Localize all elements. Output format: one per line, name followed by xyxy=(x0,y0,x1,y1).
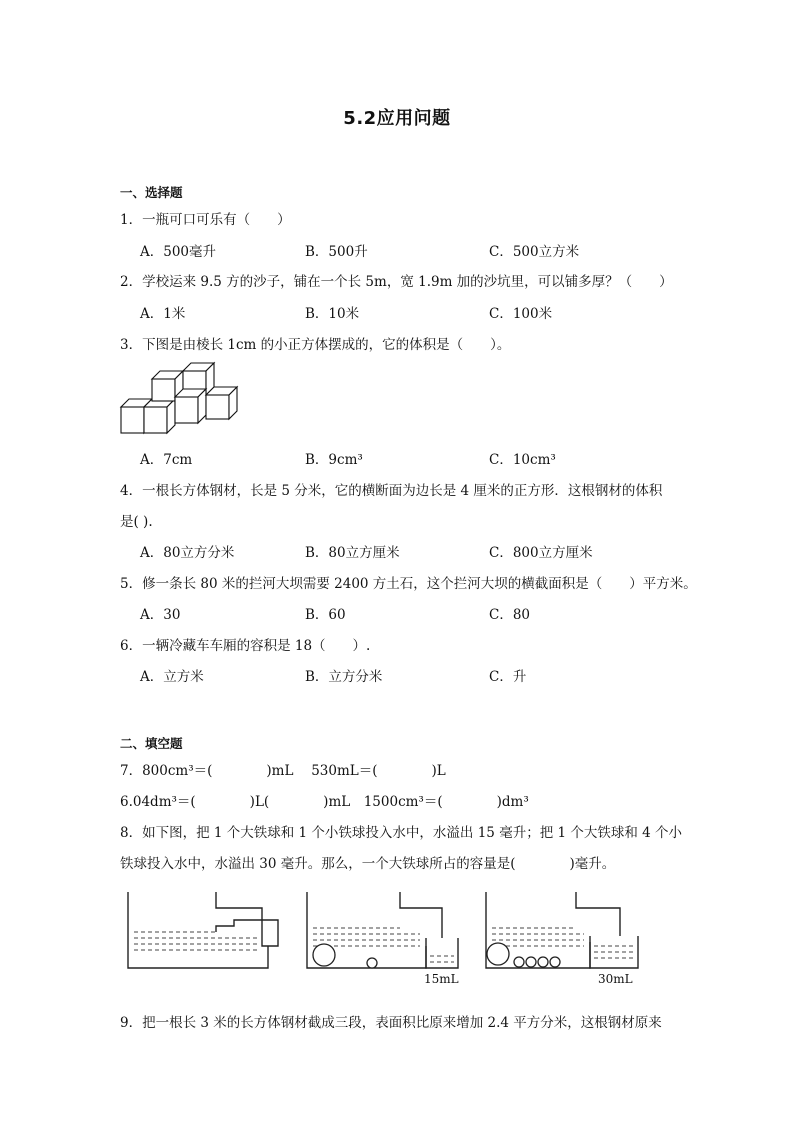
question-9-line1: 9．把一根长 3 米的长方体钢材截成三段，表面积比原来增加 2.4 平方分米，这根钢材原来 xyxy=(120,1015,662,1031)
question-3-option-a[interactable]: A．7cm xyxy=(140,452,193,468)
small-ball-icon xyxy=(526,957,536,967)
question-4-option-a[interactable]: A．80立方分米 xyxy=(140,545,235,561)
spout-right xyxy=(576,892,620,936)
beaker-middle xyxy=(426,938,458,968)
small-ball-icon xyxy=(550,957,560,967)
question-7-line2: 6.04dm³＝( )L( )mL 1500cm³＝( )dm³ xyxy=(120,794,529,810)
spout-middle xyxy=(400,892,442,938)
question-1-option-b[interactable]: B．500升 xyxy=(305,244,368,260)
question-3-stem: 3．下图是由棱长 1cm 的小正方体摆成的，它的体积是（ ）。 xyxy=(120,337,511,353)
cube-stack-figure xyxy=(118,360,244,436)
page-title: 5.2应用问题 xyxy=(343,108,451,129)
question-5-option-b[interactable]: B．60 xyxy=(305,607,346,623)
question-1-option-a[interactable]: A．500毫升 xyxy=(140,244,217,260)
large-ball-icon xyxy=(487,943,509,965)
question-2-option-a[interactable]: A．1米 xyxy=(140,306,186,322)
small-ball-icon xyxy=(367,958,377,968)
question-5-option-c[interactable]: C．80 xyxy=(489,607,531,623)
question-4-stem-line1: 4．一根长方体钢材，长是 5 分米，它的横断面为边长是 4 厘米的正方形．这根钢材的体积 xyxy=(120,483,663,499)
question-1-option-c[interactable]: C．500立方米 xyxy=(489,244,580,260)
section-choice-heading: 一、选择题 xyxy=(120,185,183,200)
question-4-option-b[interactable]: B．80立方厘米 xyxy=(305,545,400,561)
small-ball-icon xyxy=(538,957,548,967)
question-6-stem: 6．一辆冷藏车车厢的容积是 18（ ）. xyxy=(120,638,371,654)
cube-icon xyxy=(206,387,237,419)
cube-icon xyxy=(144,399,175,433)
question-5-stem: 5．修一条长 80 米的拦河大坝需要 2400 方土石，这个拦河大坝的横截面积是（ ）平方米。 xyxy=(120,576,697,592)
question-7-line1: 7．800cm³＝( )mL 530mL＝( )L xyxy=(120,763,446,779)
question-2-option-b[interactable]: B．10米 xyxy=(305,306,360,322)
overflow-containers-figure xyxy=(124,886,654,986)
question-4-stem-line2: 是( ). xyxy=(120,514,153,530)
question-3-option-c[interactable]: C．10cm³ xyxy=(489,452,556,468)
question-6-option-c[interactable]: C．升 xyxy=(489,669,527,685)
question-6-option-b[interactable]: B．立方分米 xyxy=(305,669,383,685)
label-30ml: 30mL xyxy=(598,972,633,986)
large-ball-icon xyxy=(313,944,335,966)
question-2-stem: 2．学校运来 9.5 方的沙子，铺在一个长 5m，宽 1.9m 加的沙坑里，可以铺多厚？（ ） xyxy=(120,274,673,290)
section-fill-heading: 二、填空题 xyxy=(120,736,183,751)
container-left xyxy=(128,892,268,968)
question-8-line1: 8．如下图，把 1 个大铁球和 1 个小铁球投入水中，水溢出 15 毫升；把 1 个大铁球和 4 个小 xyxy=(120,825,683,841)
question-5-option-a[interactable]: A．30 xyxy=(140,607,181,623)
question-8-line2: 铁球投入水中，水溢出 30 毫升。那么，一个大铁球所占的容量是( )毫升。 xyxy=(120,856,616,872)
question-3-option-b[interactable]: B．9cm³ xyxy=(305,452,363,468)
small-ball-icon xyxy=(514,957,524,967)
question-6-option-a[interactable]: A．立方米 xyxy=(140,669,204,685)
question-4-option-c[interactable]: C．800立方厘米 xyxy=(489,545,593,561)
question-2-option-c[interactable]: C．100米 xyxy=(489,306,553,322)
label-15ml: 15mL xyxy=(424,972,459,986)
question-1-stem: 1．一瓶可口可乐有（ ） xyxy=(120,212,291,228)
cube-icon xyxy=(175,389,206,423)
